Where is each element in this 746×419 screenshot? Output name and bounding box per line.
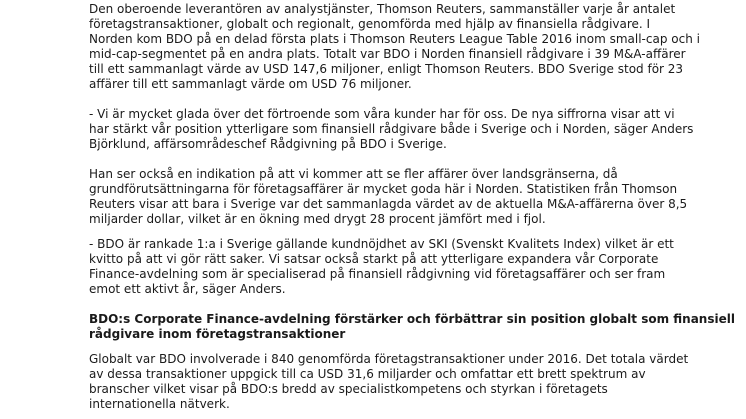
heading-line: BDO:s Corporate Finance-avdelning förstärker och förbättrar sin position globalt som finansiell bbox=[89, 312, 735, 326]
text-line: har stärkt vår position ytterligare som finansiell rådgivare både i Sverige och i Norden, säger Anders bbox=[89, 122, 694, 136]
text-line: Finance-avdelning som är specialiserad på finansiell rådgivning vid företagsaffärer och ser fram bbox=[89, 267, 666, 281]
section-heading bbox=[89, 312, 735, 342]
text-line: Han ser också en indikation på att vi kommer att se fler affärer över landsgränserna, då bbox=[89, 167, 618, 181]
text-line: emot ett aktivt år, säger Anders. bbox=[89, 282, 286, 296]
quote-paragraph bbox=[89, 107, 694, 152]
text-line: miljarder dollar, vilket är en ökning med drygt 28 procent jämfört med i fjol. bbox=[89, 212, 546, 226]
text-line: internationella nätverk. bbox=[89, 397, 230, 411]
text-line: mid-cap-segmentet på en andra plats. Totalt var BDO i Norden finansiell rådgivare i 39 M&A-affärer bbox=[89, 47, 686, 61]
text-line: - BDO är rankade 1:a i Sverige gällande kundnöjdhet av SKI (Svenskt Kvalitets Index) vilket är ett bbox=[89, 237, 674, 251]
global-paragraph bbox=[89, 352, 689, 412]
text-line: branscher vilket visar på BDO:s bredd av specialistkompetens och styrkan i företagets bbox=[89, 382, 608, 396]
text-line: grundförutsättningarna för företagsaffärer är mycket goda här i Norden. Statistiken från Thomson bbox=[89, 182, 678, 196]
text-line: Reuters visar att bara i Sverige var det sammanlagda värdet av de aktuella M&A-affärerna över 8,5 bbox=[89, 197, 688, 211]
text-line: företagstransaktioner, globalt och regionalt, genomförda med hjälp av finansiella rådgivare. I bbox=[89, 17, 651, 31]
text-line: kvitto på att vi gör rätt saker. Vi satsar också starkt på att ytterligare expandera vår Corporate bbox=[89, 252, 659, 266]
indication-paragraph bbox=[89, 167, 688, 227]
text-line: till ett sammanlagt värde av USD 147,6 miljoner, enligt Thomson Reuters. BDO Sverige stod för 23 bbox=[89, 62, 684, 76]
text-line: Björklund, affärsområdeschef Rådgivning på BDO i Sverige. bbox=[89, 137, 447, 151]
text-line: - Vi är mycket glada över det förtroende som våra kunder har för oss. De nya siffrorna visar att vi bbox=[89, 107, 675, 121]
text-line: Globalt var BDO involverade i 840 genomförda företagstransaktioner under 2016. Det totala värdet bbox=[89, 352, 689, 366]
intro-paragraph bbox=[89, 2, 700, 92]
heading-line: rådgivare inom företagstransaktioner bbox=[89, 327, 346, 341]
text-line: Den oberoende leverantören av analystjänster, Thomson Reuters, sammanställer varje år antalet bbox=[89, 2, 676, 16]
text-line: Norden kom BDO på en delad första plats i Thomson Reuters League Table 2016 inom small-cap och i bbox=[89, 32, 700, 46]
ranking-paragraph bbox=[89, 237, 674, 297]
text-line: affärer till ett sammanlagt värde om USD 76 miljoner. bbox=[89, 77, 412, 91]
text-line: av dessa transaktioner uppgick till ca USD 31,6 miljarder och omfattar ett brett spektrum av bbox=[89, 367, 646, 381]
